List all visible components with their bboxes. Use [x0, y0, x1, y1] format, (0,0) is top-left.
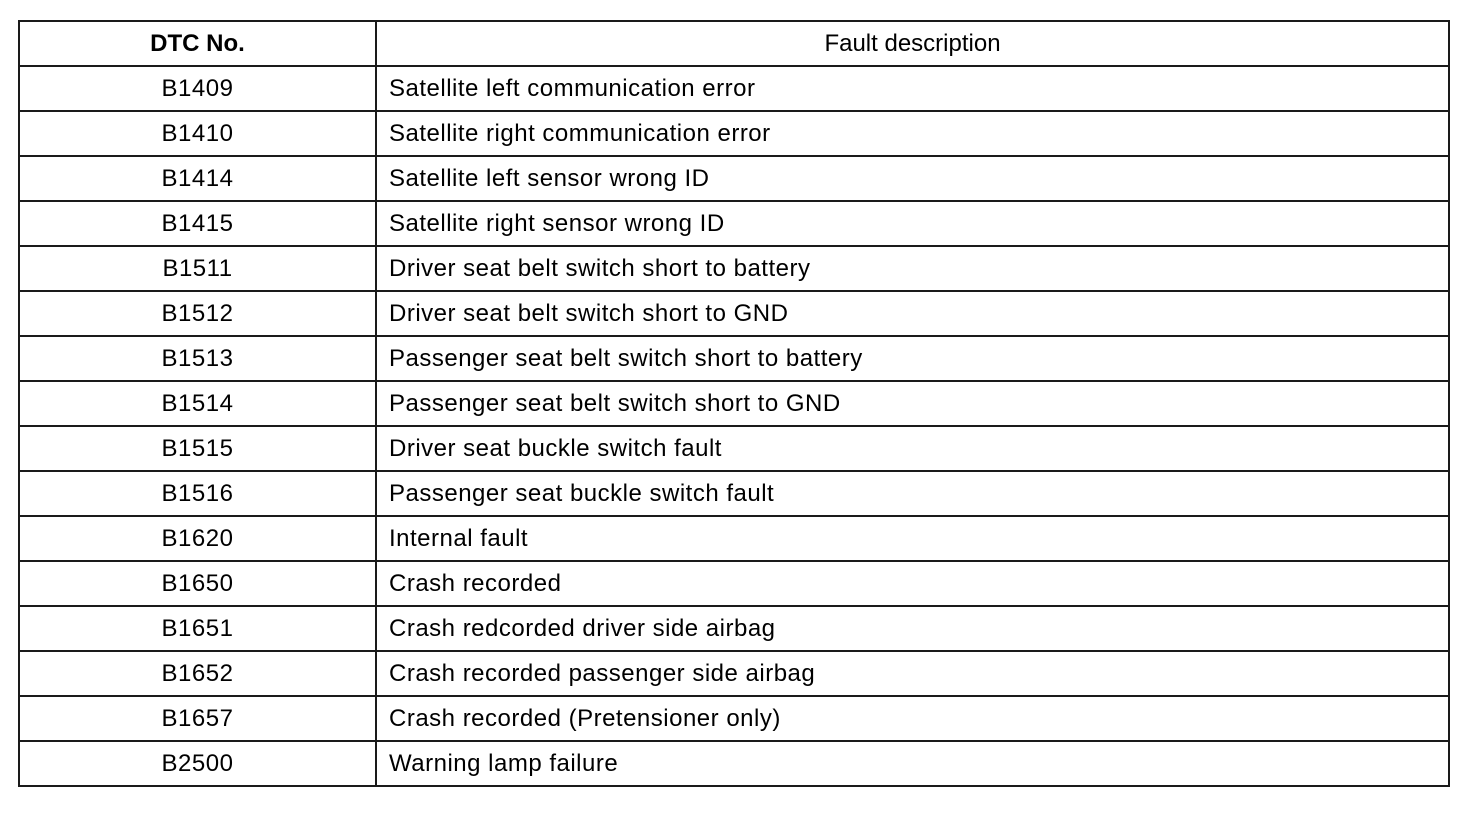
dtc-code-cell: B1514	[19, 381, 376, 426]
table-body	[19, 66, 1449, 786]
dtc-code-cell: B1511	[19, 246, 376, 291]
fault-description-cell: Crash recorded	[376, 561, 1449, 606]
fault-description-cell: Internal fault	[376, 516, 1449, 561]
dtc-code-cell: B2500	[19, 741, 376, 786]
dtc-code-cell: B1650	[19, 561, 376, 606]
fault-description-cell: Crash recorded passenger side airbag	[376, 651, 1449, 696]
fault-description-cell: Warning lamp failure	[376, 741, 1449, 786]
fault-description-cell: Passenger seat belt switch short to GND	[376, 381, 1449, 426]
table-row	[19, 156, 1449, 201]
fault-description-cell: Driver seat belt switch short to GND	[376, 291, 1449, 336]
table-row	[19, 201, 1449, 246]
table-row	[19, 561, 1449, 606]
table-row	[19, 336, 1449, 381]
header-row	[19, 21, 1449, 66]
dtc-code-cell: B1414	[19, 156, 376, 201]
dtc-code-cell: B1620	[19, 516, 376, 561]
dtc-code-cell: B1657	[19, 696, 376, 741]
fault-description-cell: Driver seat belt switch short to battery	[376, 246, 1449, 291]
column-header-fault-description: Fault description	[376, 21, 1449, 66]
dtc-code-cell: B1515	[19, 426, 376, 471]
table-row	[19, 516, 1449, 561]
fault-description-cell: Crash recorded (Pretensioner only)	[376, 696, 1449, 741]
table-row	[19, 696, 1449, 741]
table-row	[19, 291, 1449, 336]
dtc-code-cell: B1513	[19, 336, 376, 381]
table-row	[19, 426, 1449, 471]
fault-description-cell: Passenger seat buckle switch fault	[376, 471, 1449, 516]
fault-description-cell: Satellite right communication error	[376, 111, 1449, 156]
fault-description-cell: Satellite right sensor wrong ID	[376, 201, 1449, 246]
dtc-code-cell: B1409	[19, 66, 376, 111]
fault-description-cell: Satellite left sensor wrong ID	[376, 156, 1449, 201]
table-row	[19, 471, 1449, 516]
dtc-code-cell: B1410	[19, 111, 376, 156]
table-header	[19, 21, 1449, 66]
fault-description-cell: Passenger seat belt switch short to battery	[376, 336, 1449, 381]
column-header-dtc-no: DTC No.	[19, 21, 376, 66]
table-row	[19, 651, 1449, 696]
dtc-code-cell: B1516	[19, 471, 376, 516]
table-row	[19, 66, 1449, 111]
table-row	[19, 246, 1449, 291]
fault-description-cell: Crash redcorded driver side airbag	[376, 606, 1449, 651]
dtc-code-cell: B1651	[19, 606, 376, 651]
fault-description-cell: Satellite left communication error	[376, 66, 1449, 111]
table-row	[19, 381, 1449, 426]
dtc-code-cell: B1512	[19, 291, 376, 336]
dtc-code-cell: B1415	[19, 201, 376, 246]
table-row	[19, 741, 1449, 786]
fault-description-cell: Driver seat buckle switch fault	[376, 426, 1449, 471]
dtc-table	[18, 20, 1450, 787]
table-row	[19, 111, 1449, 156]
dtc-code-cell: B1652	[19, 651, 376, 696]
table-row	[19, 606, 1449, 651]
